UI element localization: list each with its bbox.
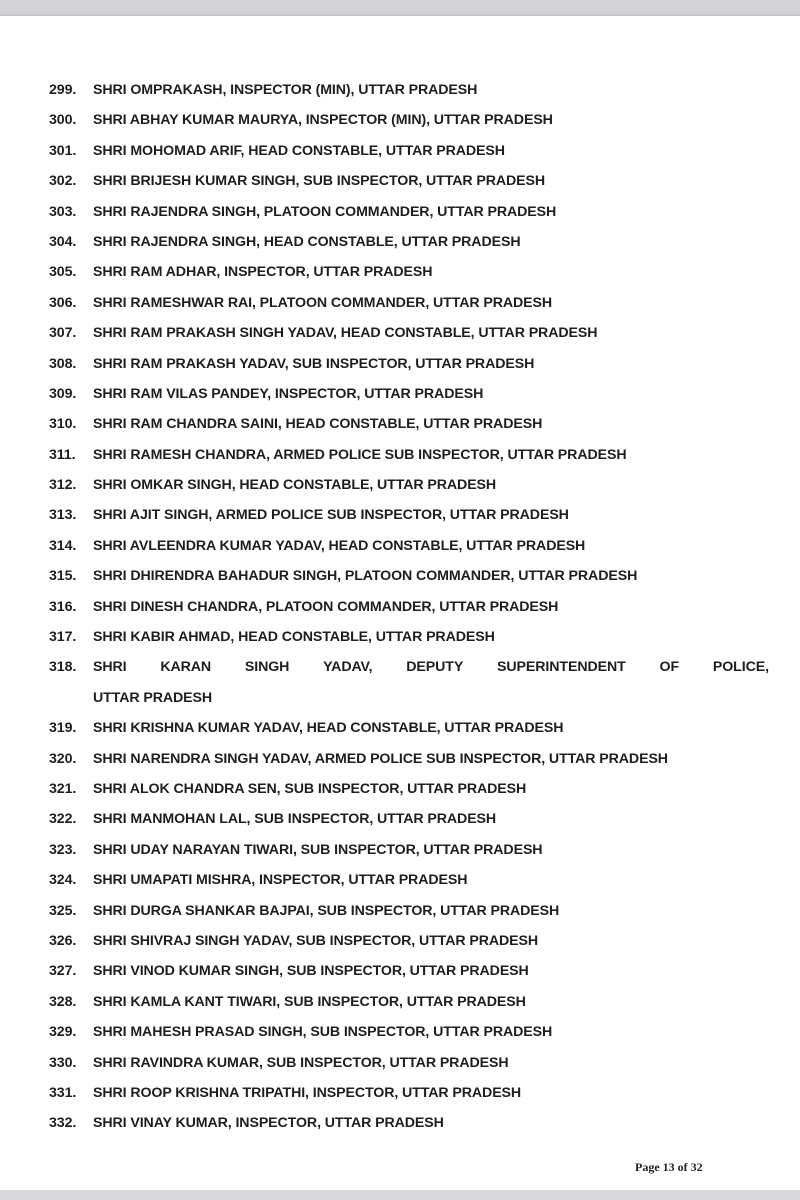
list-item-text: SHRI RAM VILAS PANDEY, INSPECTOR, UTTAR PRADESH bbox=[93, 385, 484, 402]
list-item-number: 323. bbox=[49, 841, 77, 858]
list-item-text: SHRI VINAY KUMAR, INSPECTOR, UTTAR PRADESH bbox=[93, 1115, 444, 1132]
list-item-text bbox=[93, 652, 769, 682]
list-item-text: SHRI OMKAR SINGH, HEAD CONSTABLE, UTTAR PRADESH bbox=[93, 477, 497, 494]
list-item-text: SHRI MAHESH PRASAD SINGH, SUB INSPECTOR, UTTAR PRADESH bbox=[93, 1024, 553, 1041]
list-item-word: YADAV, bbox=[323, 659, 373, 676]
list-item-text: SHRI RAM ADHAR, INSPECTOR, UTTAR PRADESH bbox=[93, 264, 433, 281]
list-item-text: SHRI AJIT SINGH, ARMED POLICE SUB INSPECTOR, UTTAR PRADESH bbox=[93, 507, 569, 524]
list-item-word: POLICE, bbox=[712, 659, 769, 676]
list-item bbox=[49, 592, 771, 622]
list-item-number: 330. bbox=[49, 1054, 77, 1071]
list-item-number: 322. bbox=[49, 811, 77, 828]
list-item bbox=[49, 531, 771, 561]
list-item-text: SHRI UDAY NARAYAN TIWARI, SUB INSPECTOR, UTTAR PRADESH bbox=[93, 841, 543, 858]
list-item-text: SHRI AVLEENDRA KUMAR YADAV, HEAD CONSTABLE, UTTAR PRADESH bbox=[93, 537, 586, 554]
award-list bbox=[49, 75, 771, 1139]
list-item-number: 320. bbox=[49, 750, 77, 767]
list-item-number: 307. bbox=[49, 325, 77, 342]
list-item-text: SHRI KABIR AHMAD, HEAD CONSTABLE, UTTAR PRADESH bbox=[93, 629, 495, 646]
list-item bbox=[49, 470, 771, 500]
list-item-text: SHRI VINOD KUMAR SINGH, SUB INSPECTOR, UTTAR PRADESH bbox=[93, 963, 529, 980]
list-item bbox=[49, 865, 771, 895]
list-item-text: SHRI MOHOMAD ARIF, HEAD CONSTABLE, UTTAR PRADESH bbox=[93, 142, 505, 159]
list-item bbox=[49, 288, 771, 318]
list-item-word: OF bbox=[659, 659, 680, 676]
list-item-number: 314. bbox=[49, 537, 77, 554]
list-item bbox=[49, 105, 771, 135]
list-item-number: 310. bbox=[49, 416, 77, 433]
list-item-number: 332. bbox=[49, 1115, 77, 1132]
list-item bbox=[49, 622, 771, 652]
list-item bbox=[49, 1017, 771, 1047]
list-item-number: 326. bbox=[49, 932, 77, 949]
list-item-text: SHRI RAM CHANDRA SAINI, HEAD CONSTABLE, UTTAR PRADESH bbox=[93, 416, 543, 433]
list-item-text: SHRI RAM PRAKASH YADAV, SUB INSPECTOR, UTTAR PRADESH bbox=[93, 355, 535, 372]
list-item-number: 306. bbox=[49, 294, 77, 311]
list-item-text: SHRI RAJENDRA SINGH, PLATOON COMMANDER, UTTAR PRADESH bbox=[93, 203, 557, 220]
list-item-text: SHRI DHIRENDRA BAHADUR SINGH, PLATOON COMMANDER, UTTAR PRADESH bbox=[93, 568, 638, 585]
list-item bbox=[49, 349, 771, 379]
list-item-number: 311. bbox=[49, 446, 76, 463]
list-item-number: 325. bbox=[49, 902, 77, 919]
list-item-word: SHRI bbox=[93, 659, 127, 676]
list-item-text: SHRI BRIJESH KUMAR SINGH, SUB INSPECTOR, UTTAR PRADESH bbox=[93, 173, 546, 190]
list-item-word: KARAN bbox=[160, 659, 212, 676]
list-item bbox=[49, 1078, 771, 1108]
list-item bbox=[49, 379, 771, 409]
list-item bbox=[49, 804, 771, 834]
list-item-number: 302. bbox=[49, 173, 77, 190]
list-item-text: SHRI KRISHNA KUMAR YADAV, HEAD CONSTABLE, UTTAR PRADESH bbox=[93, 720, 564, 737]
page-number bbox=[635, 1160, 703, 1175]
list-item-number: 324. bbox=[49, 872, 77, 889]
list-item bbox=[49, 500, 771, 530]
list-item-number: 317. bbox=[49, 629, 77, 646]
list-item bbox=[49, 409, 771, 439]
list-item bbox=[49, 561, 771, 591]
viewer-top-bar bbox=[0, 0, 800, 16]
list-item bbox=[49, 166, 771, 196]
list-item-number: 319. bbox=[49, 720, 77, 737]
list-item-number: 313. bbox=[49, 507, 77, 524]
list-item-number: 331. bbox=[49, 1084, 77, 1101]
list-item-text: SHRI SHIVRAJ SINGH YADAV, SUB INSPECTOR, UTTAR PRADESH bbox=[93, 932, 539, 949]
list-item-number: 328. bbox=[49, 993, 77, 1010]
list-item-continuation: UTTAR PRADESH bbox=[93, 689, 213, 706]
list-item-text: SHRI MANMOHAN LAL, SUB INSPECTOR, UTTAR PRADESH bbox=[93, 811, 497, 828]
list-item-text: SHRI UMAPATI MISHRA, INSPECTOR, UTTAR PRADESH bbox=[93, 872, 468, 889]
list-item-text: SHRI DURGA SHANKAR BAJPAI, SUB INSPECTOR, UTTAR PRADESH bbox=[93, 902, 560, 919]
list-item-text: SHRI ALOK CHANDRA SEN, SUB INSPECTOR, UTTAR PRADESH bbox=[93, 781, 527, 797]
list-item bbox=[49, 1108, 771, 1138]
list-item-number: 299. bbox=[49, 82, 77, 98]
list-item bbox=[49, 257, 771, 287]
list-item bbox=[49, 744, 771, 774]
list-item bbox=[49, 835, 771, 865]
list-item-number: 329. bbox=[49, 1024, 77, 1041]
list-item bbox=[49, 197, 771, 227]
list-item-text: SHRI ROOP KRISHNA TRIPATHI, INSPECTOR, UTTAR PRADESH bbox=[93, 1084, 522, 1101]
list-item bbox=[49, 713, 771, 743]
list-item-text: SHRI NARENDRA SINGH YADAV, ARMED POLICE SUB INSPECTOR, UTTAR PRADESH bbox=[93, 750, 668, 767]
list-item-number: 312. bbox=[49, 477, 77, 494]
list-item-text: SHRI ABHAY KUMAR MAURYA, INSPECTOR (MIN), UTTAR PRADESH bbox=[93, 112, 553, 129]
list-item bbox=[49, 318, 771, 348]
list-item-number: 327. bbox=[49, 963, 77, 980]
list-item-word: DEPUTY bbox=[406, 659, 464, 676]
list-item-text: SHRI OMPRAKASH, INSPECTOR (MIN), UTTAR PRADESH bbox=[93, 82, 478, 98]
list-item bbox=[49, 987, 771, 1017]
list-item-text: SHRI RAM PRAKASH SINGH YADAV, HEAD CONSTABLE, UTTAR PRADESH bbox=[93, 325, 598, 342]
list-item-word: SINGH bbox=[244, 659, 290, 676]
list-item-word: SUPERINTENDENT bbox=[497, 659, 626, 676]
list-item bbox=[49, 652, 771, 713]
page-number-current: 13 bbox=[662, 1160, 675, 1174]
list-item-text: SHRI RAMESH CHANDRA, ARMED POLICE SUB INSPECTOR, UTTAR PRADESH bbox=[93, 446, 627, 463]
list-item-number: 318. bbox=[49, 659, 77, 676]
list-item-number: 305. bbox=[49, 264, 77, 281]
list-item bbox=[49, 440, 771, 470]
list-item bbox=[49, 896, 771, 926]
list-item-text: SHRI RAJENDRA SINGH, HEAD CONSTABLE, UTTAR PRADESH bbox=[93, 233, 521, 250]
list-item-number: 304. bbox=[49, 233, 77, 250]
list-item bbox=[49, 1048, 771, 1078]
list-item-number: 300. bbox=[49, 112, 77, 129]
list-item bbox=[49, 774, 771, 804]
list-item-number: 308. bbox=[49, 355, 77, 372]
list-item-number: 309. bbox=[49, 385, 77, 402]
page-number-total: 32 bbox=[690, 1160, 703, 1174]
list-item-number: 301. bbox=[49, 142, 77, 159]
list-item-number: 316. bbox=[49, 598, 77, 615]
list-item-number: 321. bbox=[49, 781, 77, 797]
list-item bbox=[49, 926, 771, 956]
page-number-of: of bbox=[677, 1160, 688, 1174]
list-item bbox=[49, 956, 771, 986]
viewer-bottom-bar bbox=[0, 1190, 800, 1200]
page-number-prefix: Page bbox=[635, 1160, 660, 1174]
list-item-text: SHRI RAMESHWAR RAI, PLATOON COMMANDER, UTTAR PRADESH bbox=[93, 294, 553, 311]
list-item-number: 315. bbox=[49, 568, 77, 585]
list-item bbox=[49, 75, 771, 105]
list-item bbox=[49, 136, 771, 166]
list-item-number: 303. bbox=[49, 203, 77, 220]
list-item-text: SHRI KAMLA KANT TIWARI, SUB INSPECTOR, UTTAR PRADESH bbox=[93, 993, 526, 1010]
list-item-text: SHRI DINESH CHANDRA, PLATOON COMMANDER, UTTAR PRADESH bbox=[93, 598, 559, 615]
list-item bbox=[49, 227, 771, 257]
list-item-text: SHRI RAVINDRA KUMAR, SUB INSPECTOR, UTTAR PRADESH bbox=[93, 1054, 509, 1071]
